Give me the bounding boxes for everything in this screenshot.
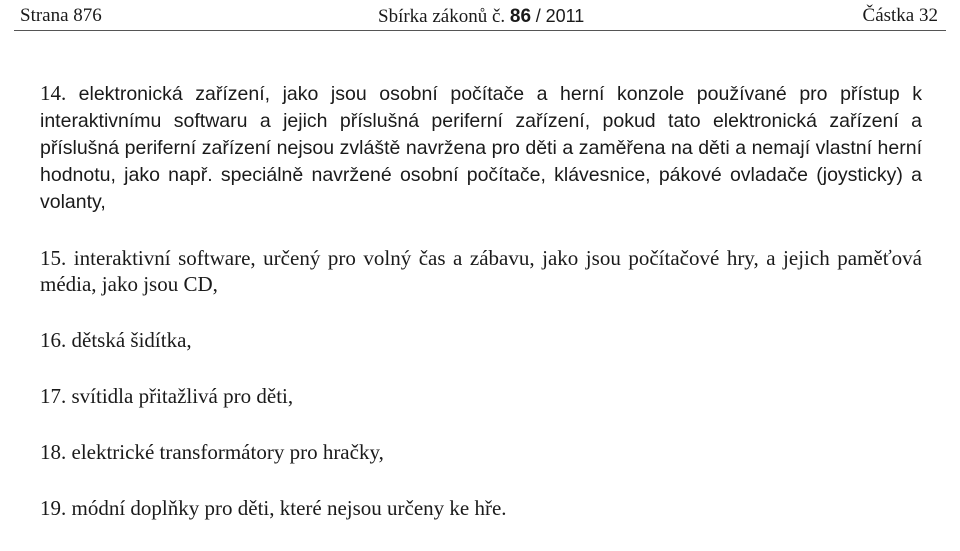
list-item-paragraph	[40, 439, 922, 465]
page-header	[20, 4, 938, 28]
list-item-text: interaktivní software, určený pro volný čas a zábavu, jako jsou počítačové hry, a jejich paměťová média, jako jsou CD,	[40, 246, 922, 296]
list-item-number: 14.	[40, 81, 67, 105]
list-item-number: 18.	[40, 440, 67, 464]
collection-title	[378, 4, 584, 29]
header-rule	[14, 30, 946, 31]
issue-separator: /	[535, 6, 541, 26]
list-item-number: 16.	[40, 328, 67, 352]
list-item	[40, 80, 922, 215]
list-item	[40, 327, 922, 353]
list-item-number: 19.	[40, 496, 67, 520]
page-number: Strana 876	[20, 5, 102, 26]
list-item-paragraph	[40, 80, 922, 215]
issue-number: 86	[509, 6, 532, 27]
list-item-number: 15.	[40, 246, 67, 270]
part-number: Částka 32	[862, 5, 938, 26]
list-item-paragraph	[40, 383, 922, 409]
document-body	[40, 80, 922, 551]
list-item	[40, 383, 922, 409]
list-item-text: svítidla přitažlivá pro děti,	[71, 384, 294, 408]
list-item	[40, 245, 922, 297]
list-item	[40, 439, 922, 465]
list-item-paragraph	[40, 245, 922, 297]
list-item-paragraph	[40, 495, 922, 521]
collection-prefix: Sbírka zákonů č.	[378, 6, 506, 27]
list-item-paragraph	[40, 327, 922, 353]
list-item-text: elektrické transformátory pro hračky,	[71, 440, 384, 464]
list-item-number: 17.	[40, 384, 67, 408]
list-item-text: dětská šidítka,	[71, 328, 192, 352]
list-item	[40, 495, 922, 521]
issue-year: 2011	[545, 6, 585, 26]
list-item-text: módní doplňky pro děti, které nejsou určeny ke hře.	[71, 496, 507, 520]
list-item-text: elektronická zařízení, jako jsou osobní počítače a herní konzole používané pro přístup k interaktivnímu softwaru a jejich příslušná periferní zařízení, pokud tato elektronická zařízení a příslušná periferní zařízení nejsou zvláště navržena pro děti a zaměřena na děti a nemají vlastní herní hodnotu, jako např. speciálně navržené osobní počítače, klávesnice, pákové ovladače (joysticky) a volanty,	[40, 83, 922, 213]
